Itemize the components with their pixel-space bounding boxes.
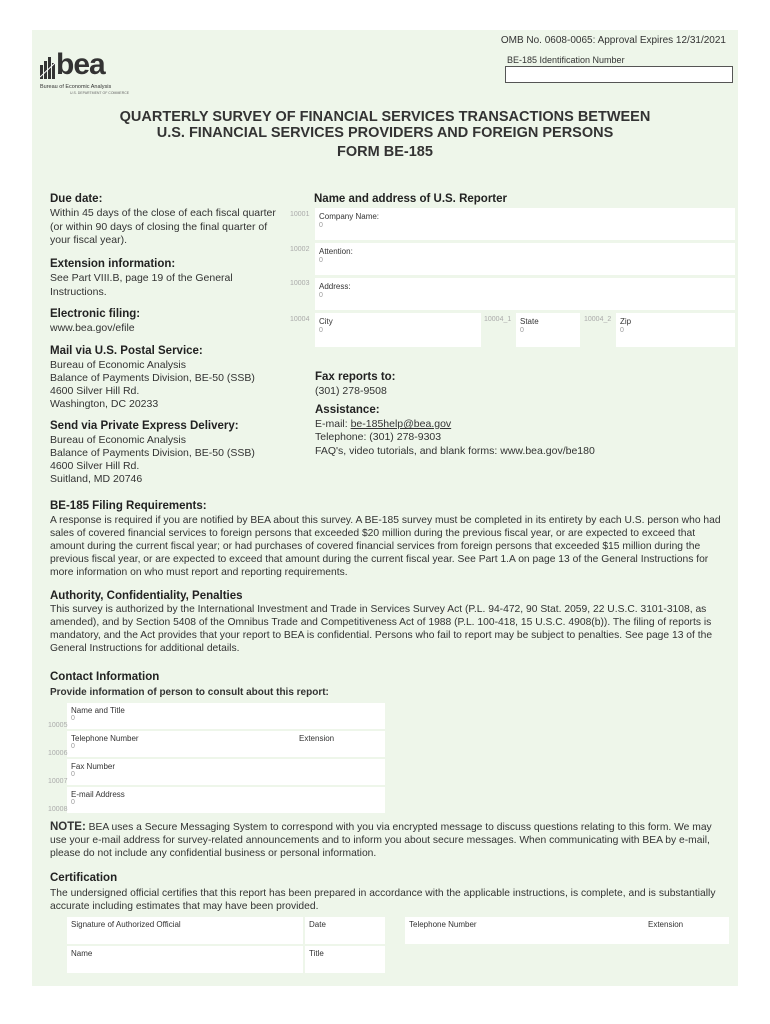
contact-email-field[interactable] [67, 787, 385, 813]
cert-name-label: Name [71, 949, 93, 958]
private-delivery-heading: Send via Private Express Delivery: [50, 420, 239, 432]
title-line-2: U.S. FINANCIAL SERVICES PROVIDERS AND FOREIGN PERSONS [156, 125, 614, 141]
cert-telephone-field[interactable] [405, 917, 729, 944]
field-code-company: 10001 [290, 211, 310, 218]
mail-line-2: Balance of Payments Division, BE-50 (SSB) [50, 372, 255, 384]
contact-phone-label: Telephone Number [71, 734, 139, 743]
bea-logo [40, 48, 130, 95]
attention-field[interactable] [315, 243, 735, 275]
extension-heading: Extension information: [50, 258, 176, 270]
title-line-1: QUARTERLY SURVEY OF FINANCIAL SERVICES TRANSACTIONS BETWEEN [119, 109, 651, 125]
certification-text: The undersigned official certifies that this report has been prepared in accordance with the applicable instructions, is complete, and is substantially accurate including estimates that may have been provided. [50, 888, 716, 912]
form-page [32, 30, 738, 986]
city-label: City [319, 317, 333, 326]
address-value: 0 [319, 292, 323, 299]
cert-name-field[interactable] [67, 946, 303, 973]
contact-name-label: Name and Title [71, 706, 125, 715]
zip-value: 0 [620, 327, 624, 334]
mail-heading: Mail via U.S. Postal Service: [50, 345, 203, 357]
company-name-value: 0 [319, 222, 323, 229]
contact-name-value: 0 [71, 715, 75, 722]
state-value: 0 [520, 327, 524, 334]
zip-label: Zip [620, 317, 632, 326]
assistance-email-link[interactable]: be-185help@bea.gov [350, 418, 452, 430]
contact-phone-value: 0 [71, 743, 75, 750]
contact-phone-field[interactable] [67, 731, 385, 757]
assistance-email-line [315, 418, 451, 432]
address-field[interactable] [315, 278, 735, 310]
due-date-text: Within 45 days of the close of each fiscal quarter (or within 90 days of closing the final quarter of your fiscal year). [50, 207, 276, 246]
assistance-email-prefix: E-mail: [315, 418, 351, 430]
signature-field[interactable] [67, 917, 303, 944]
bea-logo-mark-icon [40, 57, 56, 79]
field-code-state: 10004_1 [484, 316, 512, 323]
contact-name-field[interactable] [67, 703, 385, 729]
due-date-heading: Due date: [50, 193, 103, 205]
filing-text: A response is required if you are notified by BEA about this survey. A BE-185 survey must be completed in its entirety by each U.S. person who had sales of covered financial services to foreign persons that exceeded $20 million during the previous fiscal year, or are expected to exceed that amount during the current fiscal year; or had purchases of covered financial services from foreign persons that exceeded $15 million during the previous fiscal year, or are expected to exceed that amount during the current fiscal year. See Part 1.A on page 13 of the General Instructions for more information on who must report and reporting requirements. [50, 515, 721, 578]
attention-value: 0 [319, 257, 323, 264]
bea-logo-dept: U.S. DEPARTMENT OF COMMERCE [70, 91, 130, 95]
contact-heading: Contact Information [50, 671, 160, 683]
efile-link[interactable]: www.bea.gov/efile [50, 322, 135, 334]
assistance-phone: Telephone: (301) 278-9303 [315, 431, 442, 443]
cert-extension-label: Extension [648, 920, 684, 929]
title-form: FORM BE-185 [337, 144, 433, 160]
date-field[interactable] [305, 917, 385, 944]
private-line-3: 4600 Silver Hill Rd. [50, 460, 140, 472]
state-field[interactable] [516, 313, 580, 347]
omb-number: OMB No. 0608-0065: Approval Expires 12/31/2021 [500, 35, 726, 46]
signature-label: Signature of Authorized Official [71, 920, 181, 929]
authority-text: This survey is authorized by the International Investment and Trade in Services Survey Act (P.L. 94-472, 90 Stat. 2059, 22 U.S.C. 3101-3108, as amended), and by Section 5408 of the Omnibus Trade and Competitiveness Act of 1988 (P.L. 100-418, 15 U.S.C. 4908(b)). The filing of reports is mandatory, and the Act provides that your report to BEA is confidential. Persons who fail to report may be subject to penalties. See page 13 of the General Instructions for additional details. [50, 604, 713, 654]
address-label: Address: [319, 282, 351, 291]
authority-heading: Authority, Confidentiality, Penalties [50, 590, 243, 602]
note-paragraph [50, 821, 722, 860]
field-code-contact-fax: 10007 [48, 778, 68, 785]
note-label: NOTE: [50, 821, 86, 833]
date-label: Date [309, 920, 326, 929]
cert-title-label: Title [309, 949, 324, 958]
id-number-label: BE-185 Identification Number [507, 55, 625, 65]
contact-fax-field[interactable] [67, 759, 385, 785]
bea-logo-subtitle: Bureau of Economic Analysis [40, 84, 112, 90]
contact-email-value: 0 [71, 799, 75, 806]
assistance-faq: FAQ's, video tutorials, and blank forms: www.bea.gov/be180 [315, 445, 595, 457]
field-code-contact-email: 10008 [48, 806, 68, 813]
extension-text: See Part VIII.B, page 19 of the General Instructions. [50, 272, 233, 298]
efile-heading: Electronic filing: [50, 308, 141, 320]
reporter-heading: Name and address of U.S. Reporter [314, 193, 507, 205]
private-line-2: Balance of Payments Division, BE-50 (SSB) [50, 447, 255, 459]
field-code-zip: 10004_2 [584, 316, 612, 323]
contact-fax-value: 0 [71, 771, 75, 778]
filing-heading: BE-185 Filing Requirements: [50, 500, 207, 512]
mail-line-4: Washington, DC 20233 [50, 398, 159, 410]
field-code-attention: 10002 [290, 246, 310, 253]
certification-heading: Certification [50, 872, 118, 884]
cert-telephone-label: Telephone Number [409, 920, 477, 929]
company-name-field[interactable] [315, 208, 735, 240]
fax-number: (301) 278-9508 [315, 385, 387, 397]
fax-heading: Fax reports to: [315, 371, 396, 383]
private-line-4: Suitland, MD 20746 [50, 473, 143, 485]
zip-field[interactable] [616, 313, 735, 347]
state-label: State [520, 317, 539, 326]
city-field[interactable] [315, 313, 481, 347]
field-code-contact-name: 10005 [48, 722, 68, 729]
cert-title-field[interactable] [305, 946, 385, 973]
private-line-1: Bureau of Economic Analysis [50, 434, 186, 446]
attention-label: Attention: [319, 247, 353, 256]
contact-subheading: Provide information of person to consult about this report: [50, 687, 329, 698]
contact-fax-label: Fax Number [71, 762, 116, 771]
contact-email-label: E-mail Address [71, 790, 125, 799]
id-number-field[interactable] [505, 66, 733, 83]
company-name-label: Company Name: [319, 212, 380, 221]
city-value: 0 [319, 327, 323, 334]
bea-logo-text: bea [56, 48, 105, 81]
field-code-city: 10004 [290, 316, 310, 323]
mail-line-1: Bureau of Economic Analysis [50, 359, 186, 371]
assistance-heading: Assistance: [315, 404, 380, 416]
contact-extension-label: Extension [299, 734, 335, 743]
mail-line-3: 4600 Silver Hill Rd. [50, 385, 140, 397]
note-text: BEA uses a Secure Messaging System to correspond with you via encrypted message to discuss questions relating to this form. We may use your e-mail address for survey-related announcements and to inform you about secure messages. When communicating with BEA by e-mail, please do not include any confidential business or personal information. [50, 822, 712, 859]
field-code-contact-phone: 10006 [48, 750, 68, 757]
field-code-address: 10003 [290, 280, 310, 287]
